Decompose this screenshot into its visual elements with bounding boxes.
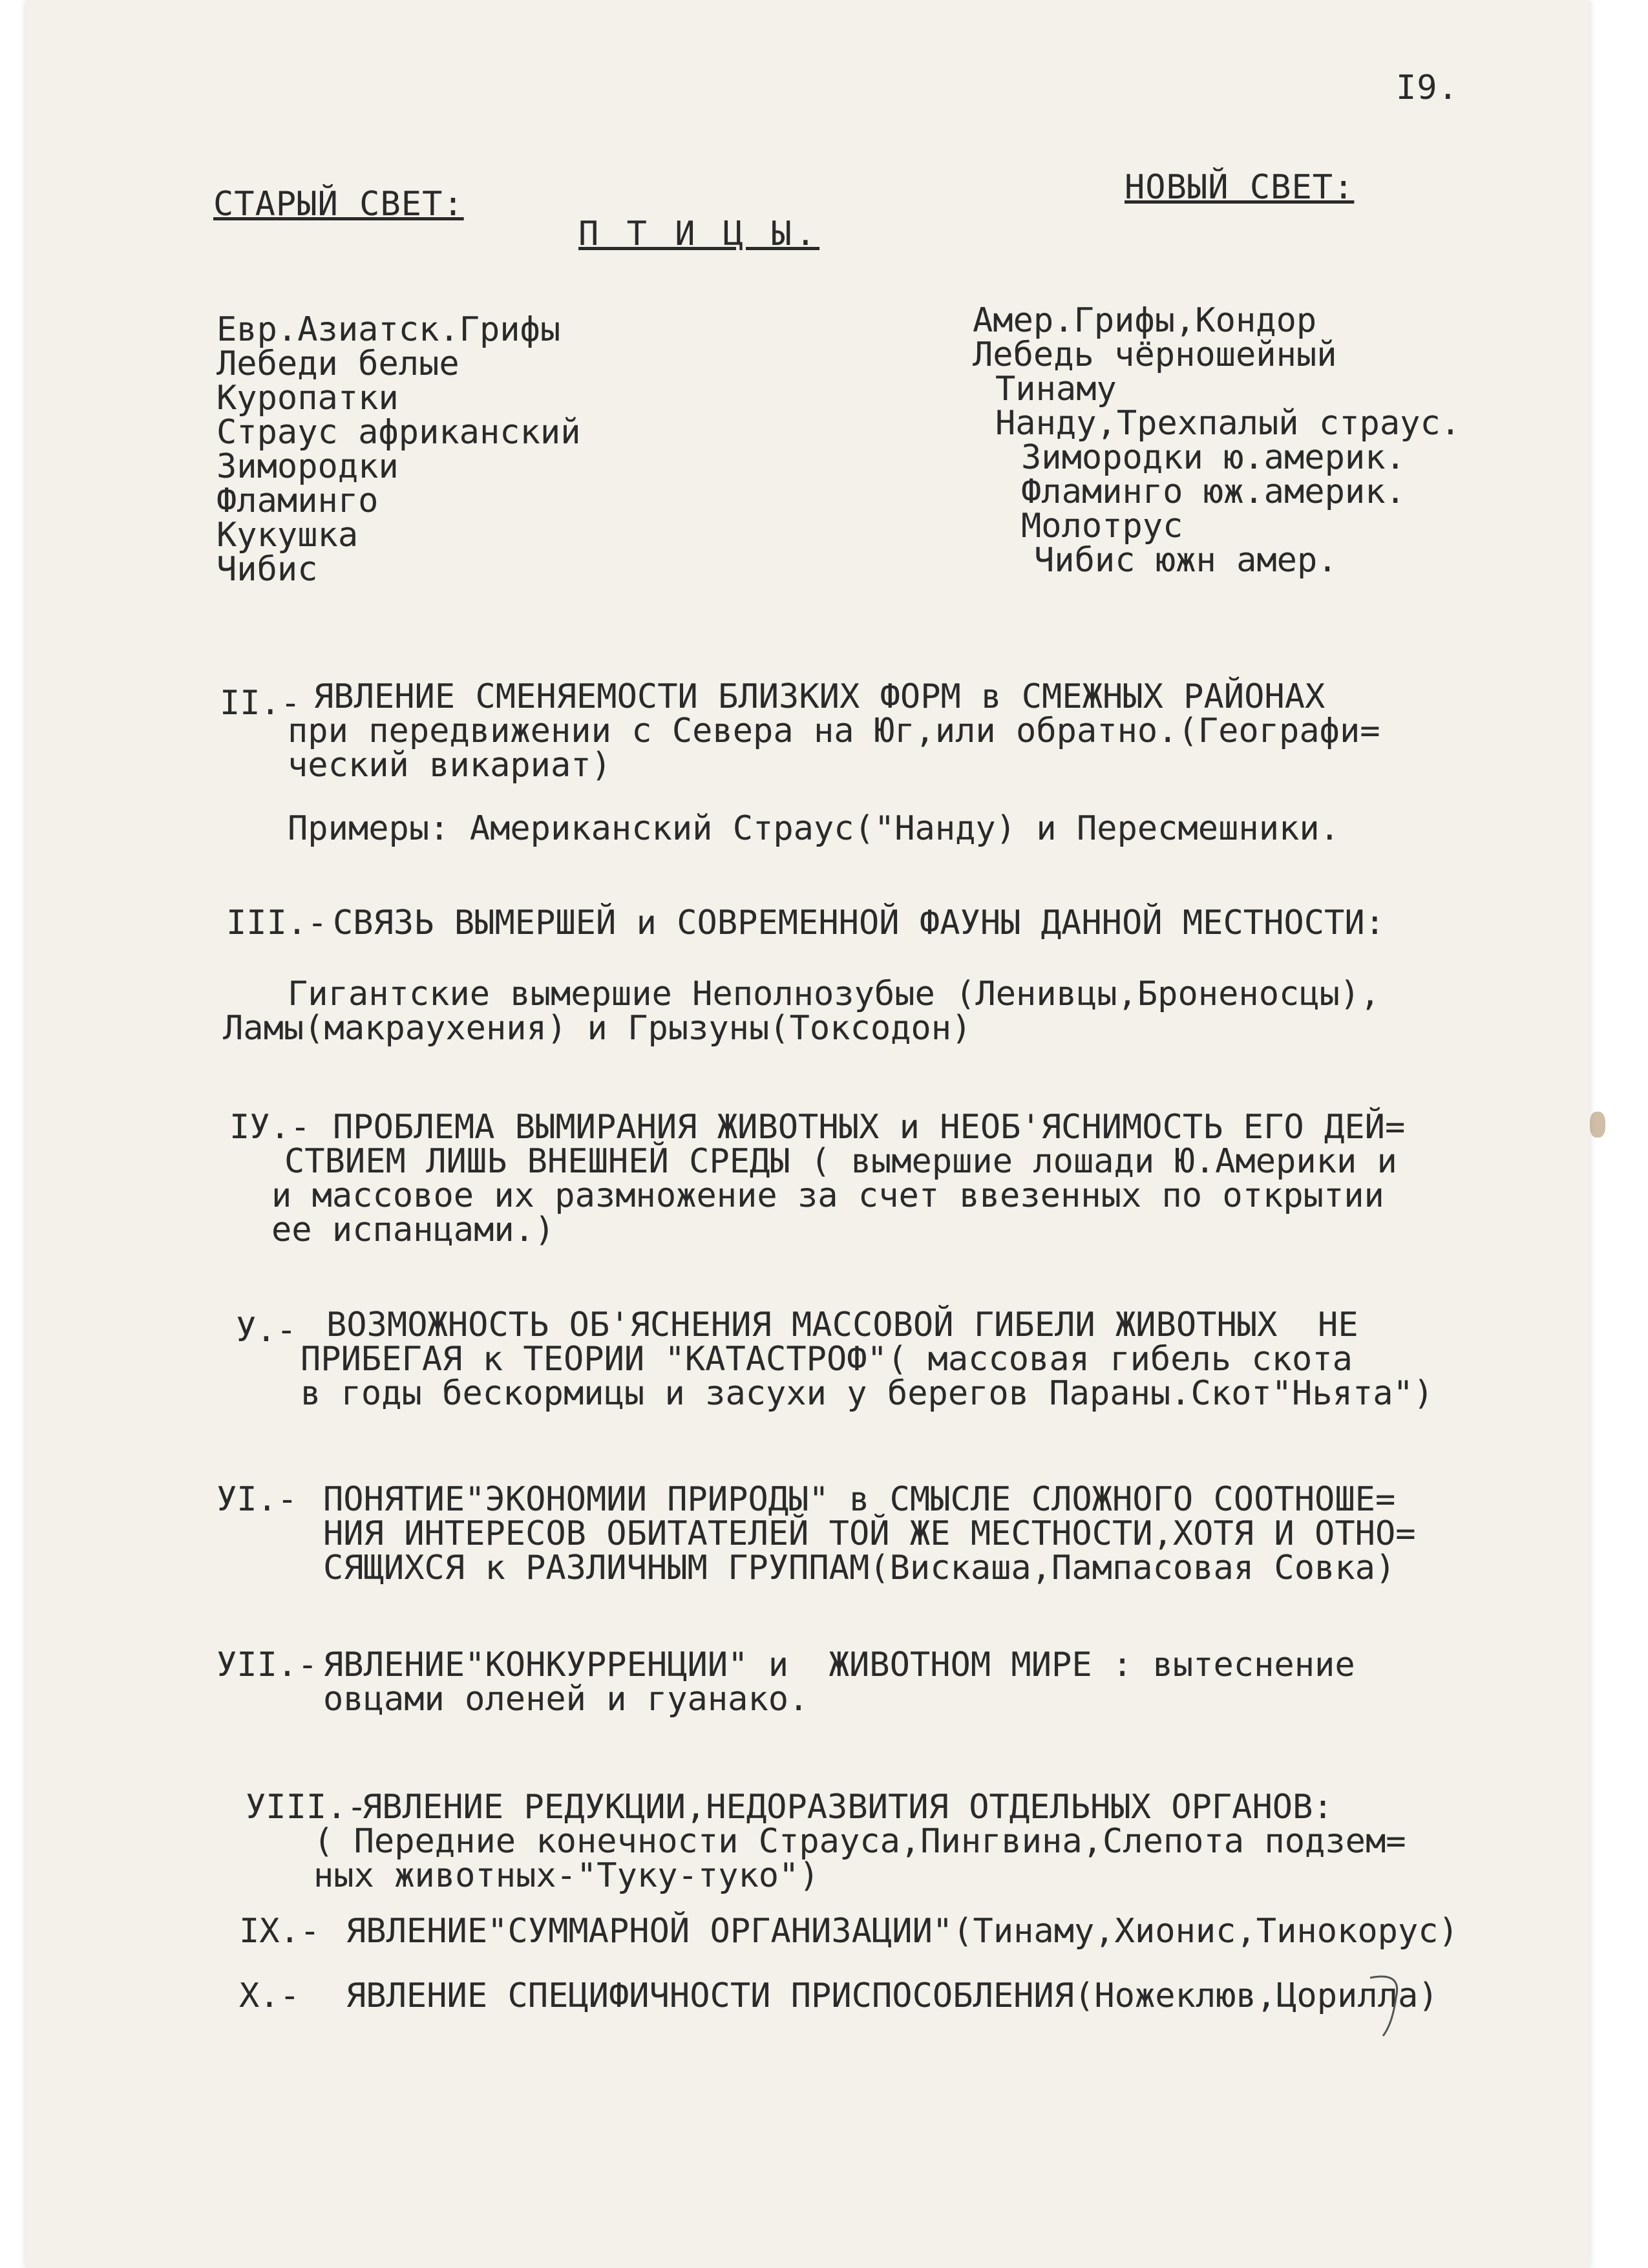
section-line: ЯВЛЕНИЕ СМЕНЯЕМОСТИ БЛИЗКИХ ФОРМ в СМЕЖНЫХ РАЙОНАХ	[313, 677, 1326, 716]
section-numeral: IX.-	[239, 1912, 321, 1951]
list-item: Тинаму	[995, 370, 1117, 408]
list-item: Страус африканский	[217, 413, 581, 452]
pencil-mark-icon	[1357, 1965, 1415, 2042]
section-line: СЯЩИХСЯ к РАЗЛИЧНЫМ ГРУППАМ(Вискаша,Пампасовая Совка)	[323, 1549, 1396, 1587]
punch-mark	[1590, 1112, 1605, 1138]
list-item: Фламинго юж.америк.	[1021, 472, 1406, 511]
list-item: Амер.Грифы,Кондор	[973, 301, 1317, 340]
list-item: Зимородки ю.америк.	[1021, 438, 1406, 477]
section-line: НИЯ ИНТЕРЕСОВ ОБИТАТЕЛЕЙ ТОЙ ЖЕ МЕСТНОСТИ,ХОТЯ И ОТНО=	[323, 1514, 1416, 1553]
section-line: ПРИБЕГАЯ к ТЕОРИИ "КАТАСТРОФ"( массовая гибель скота	[301, 1340, 1353, 1379]
list-item: Нанду,Трехпалый страус.	[995, 404, 1461, 443]
list-item: Зимородки	[217, 447, 399, 486]
section-example: Примеры: Американский Страус("Нанду) и Пересмешники.	[288, 809, 1340, 848]
section-line: ( Передние конечности Страуса,Пингвина,Слепота подзем=	[313, 1822, 1406, 1861]
paper-sheet	[26, 0, 1590, 2268]
section-line: в годы бескормицы и засухи у берегов Параны.Скот"Ньята")	[301, 1374, 1434, 1413]
list-item: Лебеди белые	[217, 344, 460, 383]
section-line: при передвижении с Севера на Юг,или обратно.(Географи=	[288, 712, 1380, 750]
section-line: ВОЗМОЖНОСТЬ ОБ'ЯСНЕНИЯ МАССОВОЙ ГИБЕЛИ ЖИВОТНЫХ НЕ	[326, 1306, 1358, 1344]
section-line: ЯВЛЕНИЕ СПЕЦИФИЧНОСТИ ПРИСПОСОБЛЕНИЯ(Ножеклюв,Цорилла)	[346, 1977, 1439, 2015]
birds-title: П Т И Ц Ы.	[578, 215, 820, 253]
list-item: Куропатки	[217, 379, 399, 418]
section-line: СВЯЗЬ ВЫМЕРШЕЙ и СОВРЕМЕННОЙ ФАУНЫ ДАННОЙ МЕСТНОСТИ:	[333, 904, 1385, 942]
section-numeral: УII.-	[217, 1646, 318, 1684]
section-numeral: X.-	[239, 1977, 300, 2015]
section-line: и массовое их размножение за счет ввезенных по открытии	[271, 1176, 1384, 1215]
section-line: ЯВЛЕНИЕ РЕДУКЦИИ,НЕДОРАЗВИТИЯ ОТДЕЛЬНЫХ ОРГАНОВ:	[362, 1788, 1333, 1827]
section-line: ЯВЛЕНИЕ"СУММАРНОЙ ОРГАНИЗАЦИИ"(Тинаму,Хионис,Тинокорус)	[346, 1912, 1459, 1951]
section-numeral: УIII.-	[246, 1788, 367, 1827]
section-numeral: У.-	[236, 1311, 297, 1350]
section-line: ных животных-"Туку-туко")	[313, 1856, 819, 1895]
list-item: Фламинго	[217, 482, 379, 520]
section-numeral: II.-	[220, 684, 301, 723]
section-example: Ламы(макраухения) и Грызуны(Токсодон)	[223, 1009, 972, 1048]
list-item: Чибис южн амер.	[1034, 541, 1338, 580]
section-line: СТВИЕМ ЛИШЬ ВНЕШНЕЙ СРЕДЫ ( вымершие лошади Ю.Америки и	[284, 1142, 1397, 1181]
section-line: ческий викариат)	[288, 746, 611, 785]
section-example: Гигантские вымершие Неполнозубые (Ленивцы,Броненосцы),	[288, 975, 1380, 1013]
old-world-header: СТАРЫЙ СВЕТ:	[213, 185, 464, 224]
section-line: ее испанцами.)	[271, 1211, 555, 1249]
section-line: овцами оленей и гуанако.	[323, 1680, 809, 1719]
list-item: Чибис	[217, 550, 318, 589]
section-numeral: IУ.-	[229, 1108, 311, 1147]
page-number: I9.	[1396, 69, 1459, 107]
list-item: Молотрус	[1021, 507, 1183, 546]
section-numeral: III.-	[226, 904, 328, 942]
section-line: ПРОБЛЕМА ВЫМИРАНИЯ ЖИВОТНЫХ и НЕОБ'ЯСНИМОСТЬ ЕГО ДЕЙ=	[333, 1108, 1406, 1147]
section-line: ПОНЯТИЕ"ЭКОНОМИИ ПРИРОДЫ" в СМЫСЛЕ СЛОЖНОГО СООТНОШЕ=	[323, 1480, 1396, 1519]
list-item: Евр.Азиатск.Грифы	[217, 310, 561, 349]
list-item: Лебедь чёрношейный	[973, 335, 1337, 374]
list-item: Кукушка	[217, 516, 359, 555]
section-numeral: УI.-	[217, 1480, 298, 1519]
new-world-header: НОВЫЙ СВЕТ:	[1125, 168, 1355, 207]
section-line: ЯВЛЕНИЕ"КОНКУРРЕНЦИИ" и ЖИВОТНОМ МИРЕ : вытеснение	[323, 1646, 1355, 1684]
